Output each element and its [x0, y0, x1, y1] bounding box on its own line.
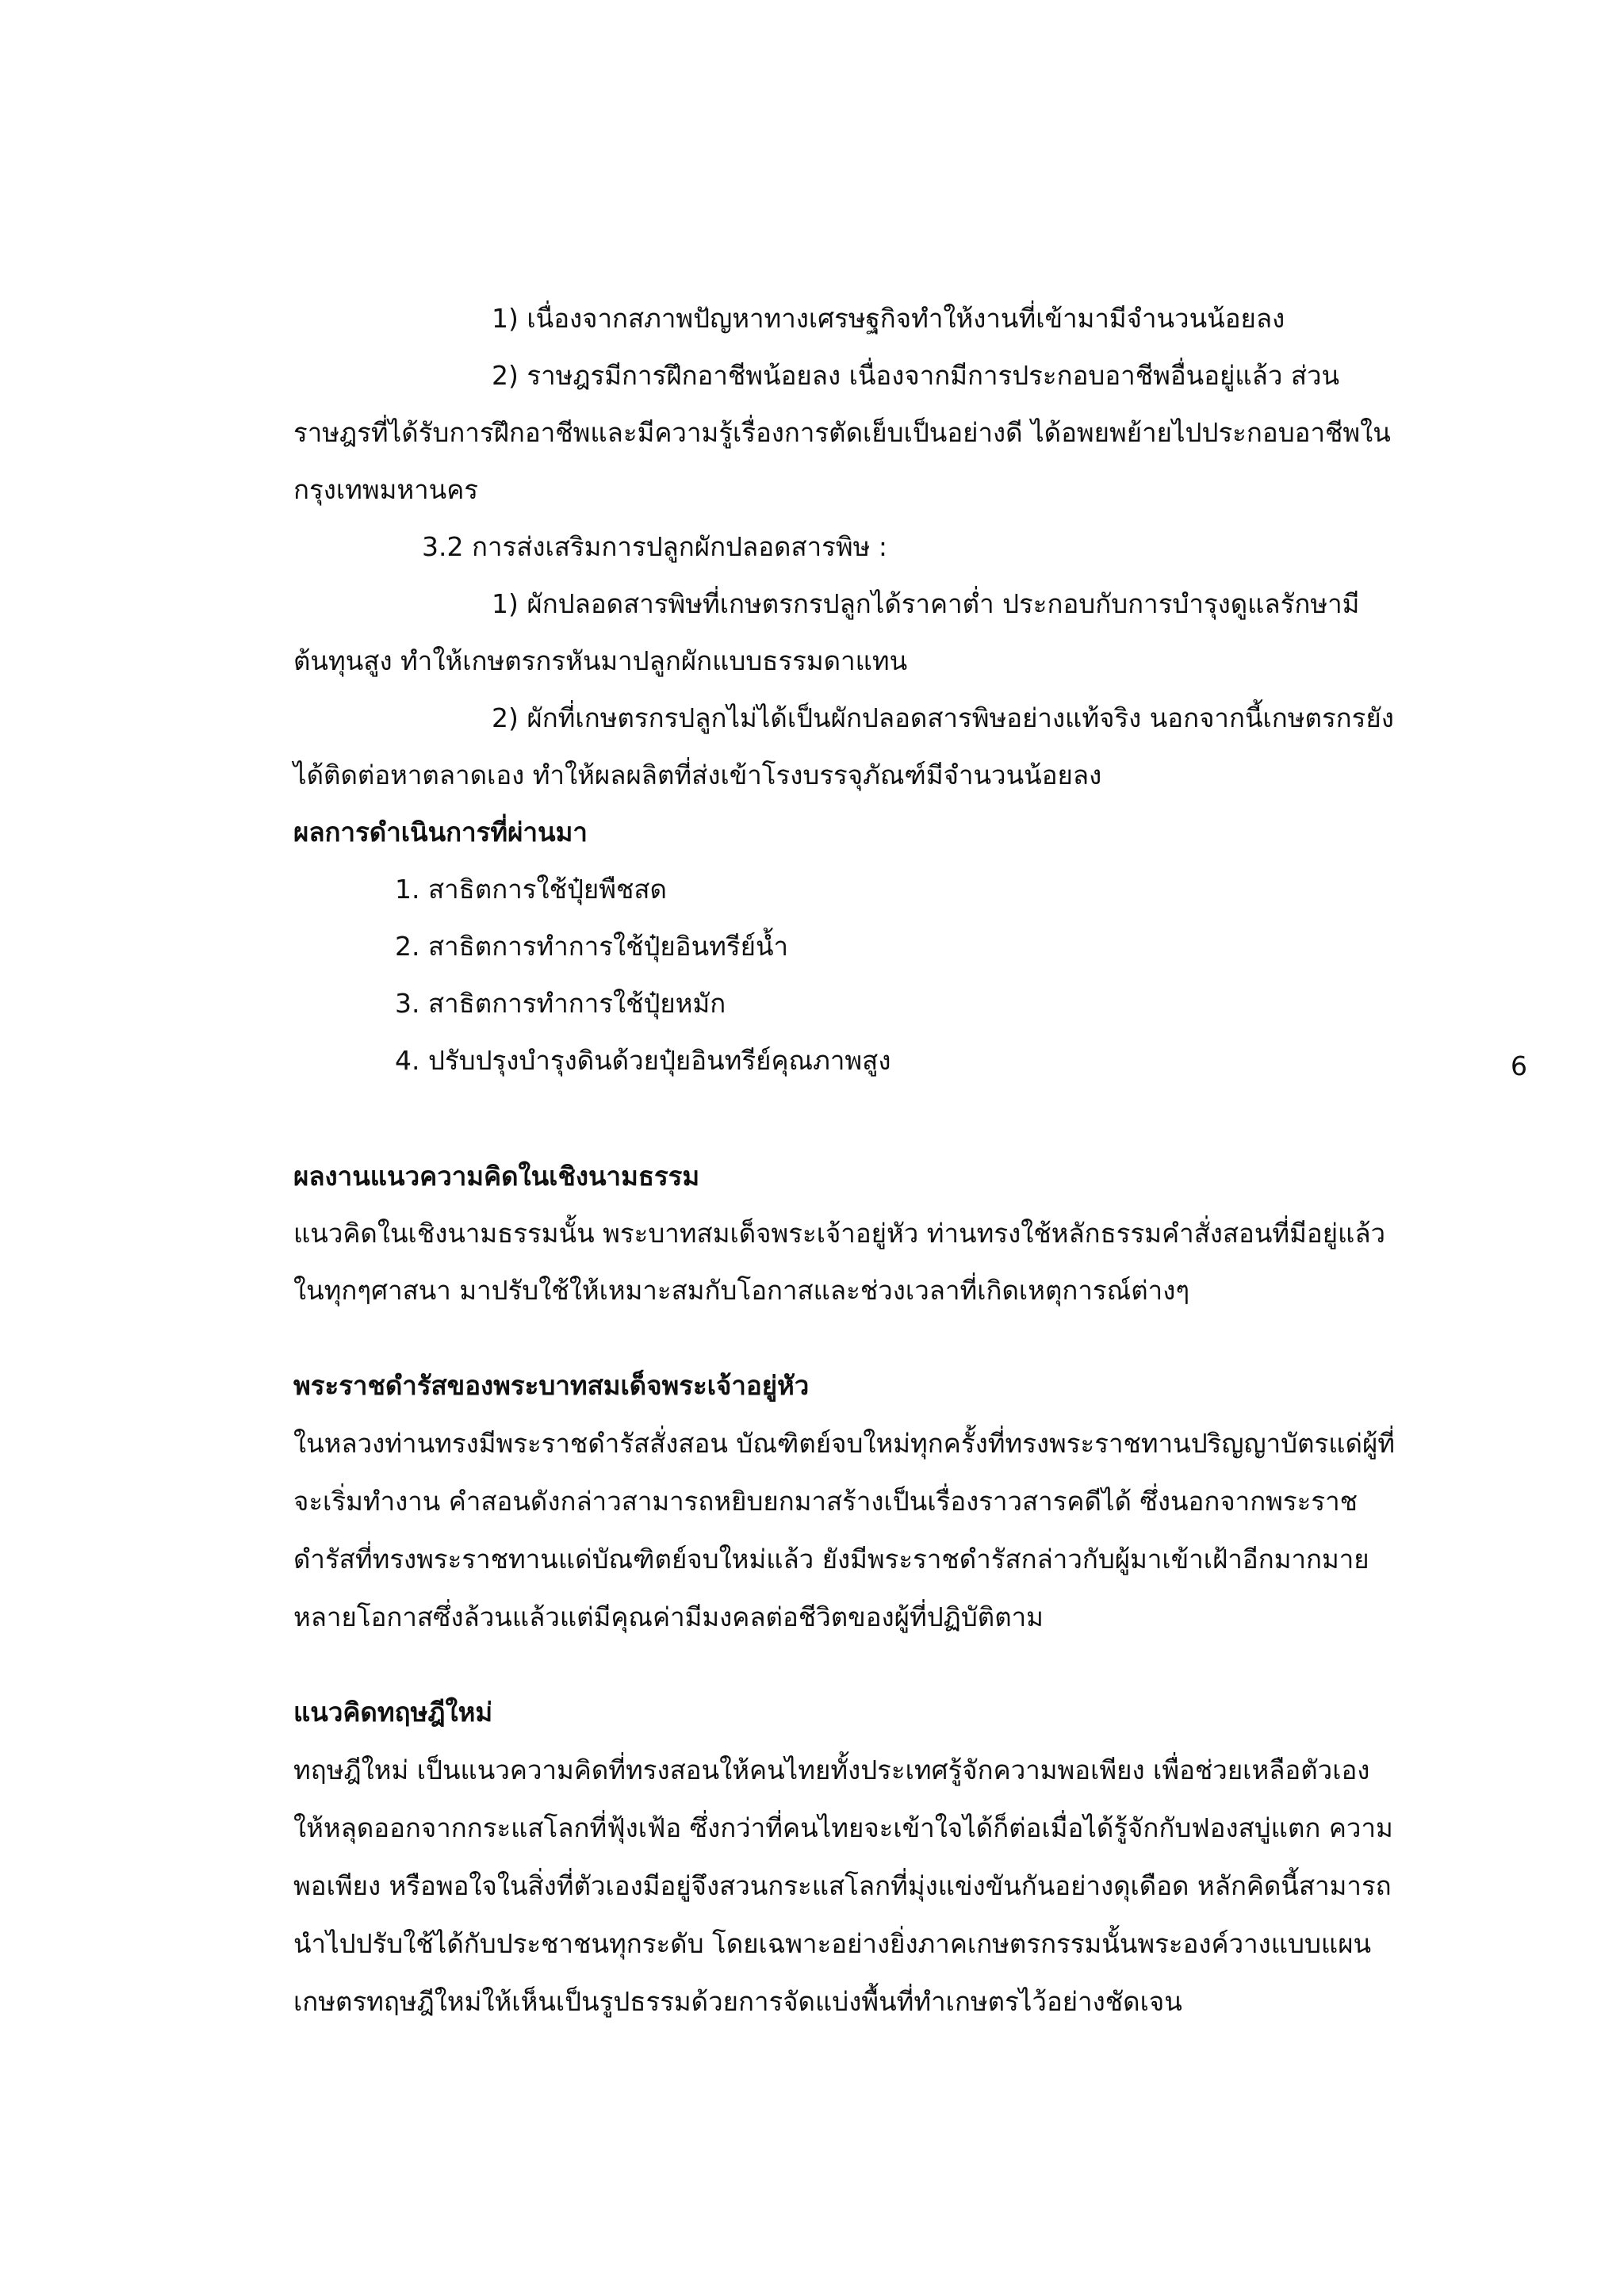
- problem-item-4-line-2: ได้ติดต่อหาตลาดเอง ทำให้ผลผลิตที่ส่งเข้าโรงบรรจุภัณฑ์มีจำนวนน้อยลง: [293, 760, 1102, 790]
- new-theory-heading: แนวคิดทฤษฎีใหม่: [293, 1697, 493, 1728]
- results-item-1: 1. สาธิตการใช้ปุ๋ยพืชสด: [395, 874, 667, 905]
- problem-item-3-line-2: ต้นทุนสูง ทำให้เกษตรกรหันมาปลูกผักแบบธรรมดาแทน: [293, 645, 908, 676]
- dharma-heading: ผลงานแนวความคิดในเชิงนามธรรม: [293, 1161, 700, 1192]
- speech-heading: พระราชดำรัสของพระบาทสมเด็จพระเจ้าอยู่หัว: [293, 1370, 810, 1401]
- results-item-3: 3. สาธิตการทำการใช้ปุ๋ยหมัก: [395, 988, 726, 1019]
- problem-item-1: 1) เนื่องจากสภาพปัญหาทางเศรษฐกิจทำให้งานที่เข้ามามีจำนวนน้อยลง: [492, 303, 1285, 334]
- new-theory-line-3: พอเพียง หรือพอใจในสิ่งที่ตัวเองมีอยู่จึงสวนกระแสโลกที่มุ่งแข่งขันกันอย่างดุเดือด หลักคิดนี้สามารถ: [293, 1870, 1392, 1901]
- new-theory-line-2: ให้หลุดออกจากกระแสโลกที่ฟุ้งเฟ้อ ซึ่งกว่าที่คนไทยจะเข้าใจได้ก็ต่อเมื่อได้รู้จักกับฟองสบู่แตก ความ: [293, 1812, 1393, 1843]
- results-item-4: 4. ปรับปรุงบำรุงดินด้วยปุ๋ยอินทรีย์คุณภาพสูง: [395, 1045, 891, 1076]
- speech-line-3: ดำรัสที่ทรงพระราชทานแด่บัณฑิตย์จบใหม่แล้ว ยังมีพระราชดำรัสกล่าวกับผู้มาเข้าเฝ้าอีกมากมาย: [293, 1544, 1369, 1575]
- new-theory-line-4: นำไปปรับใช้ได้กับประชาชนทุกระดับ โดยเฉพาะอย่างยิ่งภาคเกษตรกรรมนั้นพระองค์วางแบบแผน: [293, 1928, 1372, 1959]
- page-number: 6: [1511, 1050, 1527, 1081]
- speech-line-4: หลายโอกาสซึ่งล้วนแล้วแต่มีคุณค่ามีมงคลต่อชีวิตของผู้ที่ปฏิบัติตาม: [293, 1601, 1044, 1632]
- problem-item-3-line-1: 1) ผักปลอดสารพิษที่เกษตรกรปลูกได้ราคาต่ำ ประกอบกับการบำรุงดูแลรักษามี: [492, 588, 1360, 619]
- new-theory-line-1: ทฤษฎีใหม่ เป็นแนวความคิดที่ทรงสอนให้คนไทยทั้งประเทศรู้จักความพอเพียง เพื่อช่วยเหลือตัวเอง: [293, 1755, 1370, 1785]
- problem-item-2-line-3: กรุงเทพมหานคร: [293, 474, 478, 505]
- new-theory-line-5: เกษตรทฤษฎีใหม่ให้เห็นเป็นรูปธรรมด้วยการจัดแบ่งพื้นที่ทำเกษตรไว้อย่างชัดเจน: [293, 1986, 1182, 2017]
- results-heading: ผลการดำเนินการที่ผ่านมา: [293, 817, 588, 848]
- speech-line-2: จะเริ่มทำงาน คำสอนดังกล่าวสามารถหยิบยกมาสร้างเป็นเรื่องราวสารคดีได้ ซึ่งนอกจากพระราช: [293, 1486, 1358, 1517]
- results-item-2: 2. สาธิตการทำการใช้ปุ๋ยอินทรีย์น้ำ: [395, 931, 789, 962]
- dharma-line-1: แนวคิดในเชิงนามธรรมนั้น พระบาทสมเด็จพระเจ้าอยู่หัว ท่านทรงใช้หลักธรรมคำสั่งสอนที่มีอยู่แล้ว: [293, 1218, 1386, 1249]
- dharma-line-2: ในทุกๆศาสนา มาปรับใช้ให้เหมาะสมกับโอกาสและช่วงเวลาที่เกิดเหตุการณ์ต่างๆ: [293, 1275, 1190, 1306]
- problem-item-4-line-1: 2) ผักที่เกษตรกรปลูกไม่ได้เป็นผักปลอดสารพิษอย่างแท้จริง นอกจากนี้เกษตรกรยัง: [492, 702, 1394, 733]
- problem-item-2-line-2: ราษฎรที่ได้รับการฝึกอาชีพและมีความรู้เรื่องการตัดเย็บเป็นอย่างดี ได้อพยพย้ายไปประกอบอาชีพใน: [293, 417, 1391, 448]
- problem-item-2-line-1: 2) ราษฎรมีการฝึกอาชีพน้อยลง เนื่องจากมีการประกอบอาชีพอื่นอยู่แล้ว ส่วน: [492, 360, 1340, 391]
- section-3-2-heading: 3.2 การส่งเสริมการปลูกผักปลอดสารพิษ :: [422, 531, 887, 562]
- speech-line-1: ในหลวงท่านทรงมีพระราชดำรัสสั่งสอน บัณฑิตย์จบใหม่ทุกครั้งที่ทรงพระราชทานปริญญาบัตรแด่ผู้ที่: [293, 1428, 1396, 1459]
